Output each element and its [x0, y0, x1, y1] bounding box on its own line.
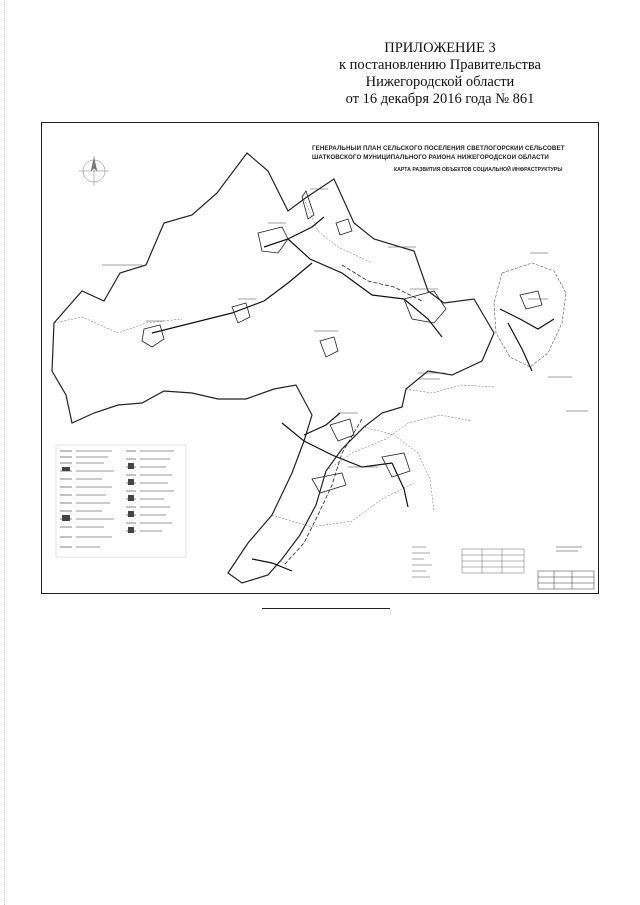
railway	[284, 265, 422, 565]
appendix-line-date: от 16 декабря 2016 года № 861	[345, 91, 535, 107]
page-edge	[4, 0, 6, 905]
land-balance-table	[462, 549, 524, 573]
appendix-line-resolution: к постановлению Правительства	[339, 57, 541, 73]
roads	[152, 217, 554, 571]
appendix-title: ПРИЛОЖЕНИЕ 3	[384, 40, 496, 56]
district-boundaries	[54, 199, 494, 527]
map-title-line-2: ШАТКОВСКОГО МУНИЦИПАЛЬНОГО РАЙОНА НИЖЕГОРОДСКОЙ ОБЛАСТИ	[312, 153, 549, 161]
map-frame	[41, 122, 599, 594]
appendix-line-region: Нижегородской области	[365, 74, 515, 90]
settlement-boundary	[52, 153, 494, 583]
compass-icon	[79, 156, 109, 186]
settlement-map	[42, 123, 598, 593]
place-labels	[102, 189, 588, 467]
appendix-header	[310, 40, 570, 108]
closing-divider	[262, 608, 390, 609]
explication-list	[412, 547, 432, 577]
settlements	[142, 191, 542, 493]
map-title-line-1: ГЕНЕРАЛЬНЫЙ ПЛАН СЕЛЬСКОГО ПОСЕЛЕНИЯ СВЕТЛОГОРСКИЙ СЕЛЬСОВЕТ	[312, 145, 565, 152]
title-block-stamp	[538, 547, 594, 589]
map-title	[312, 145, 592, 162]
map-subtitle: КАРТА РАЗВИТИЯ ОБЪЕКТОВ СОЦИАЛЬНОЙ ИНФРАСТРУКТУРЫ	[394, 167, 563, 173]
neighbor-territory	[494, 263, 566, 367]
map-legend	[56, 445, 186, 557]
